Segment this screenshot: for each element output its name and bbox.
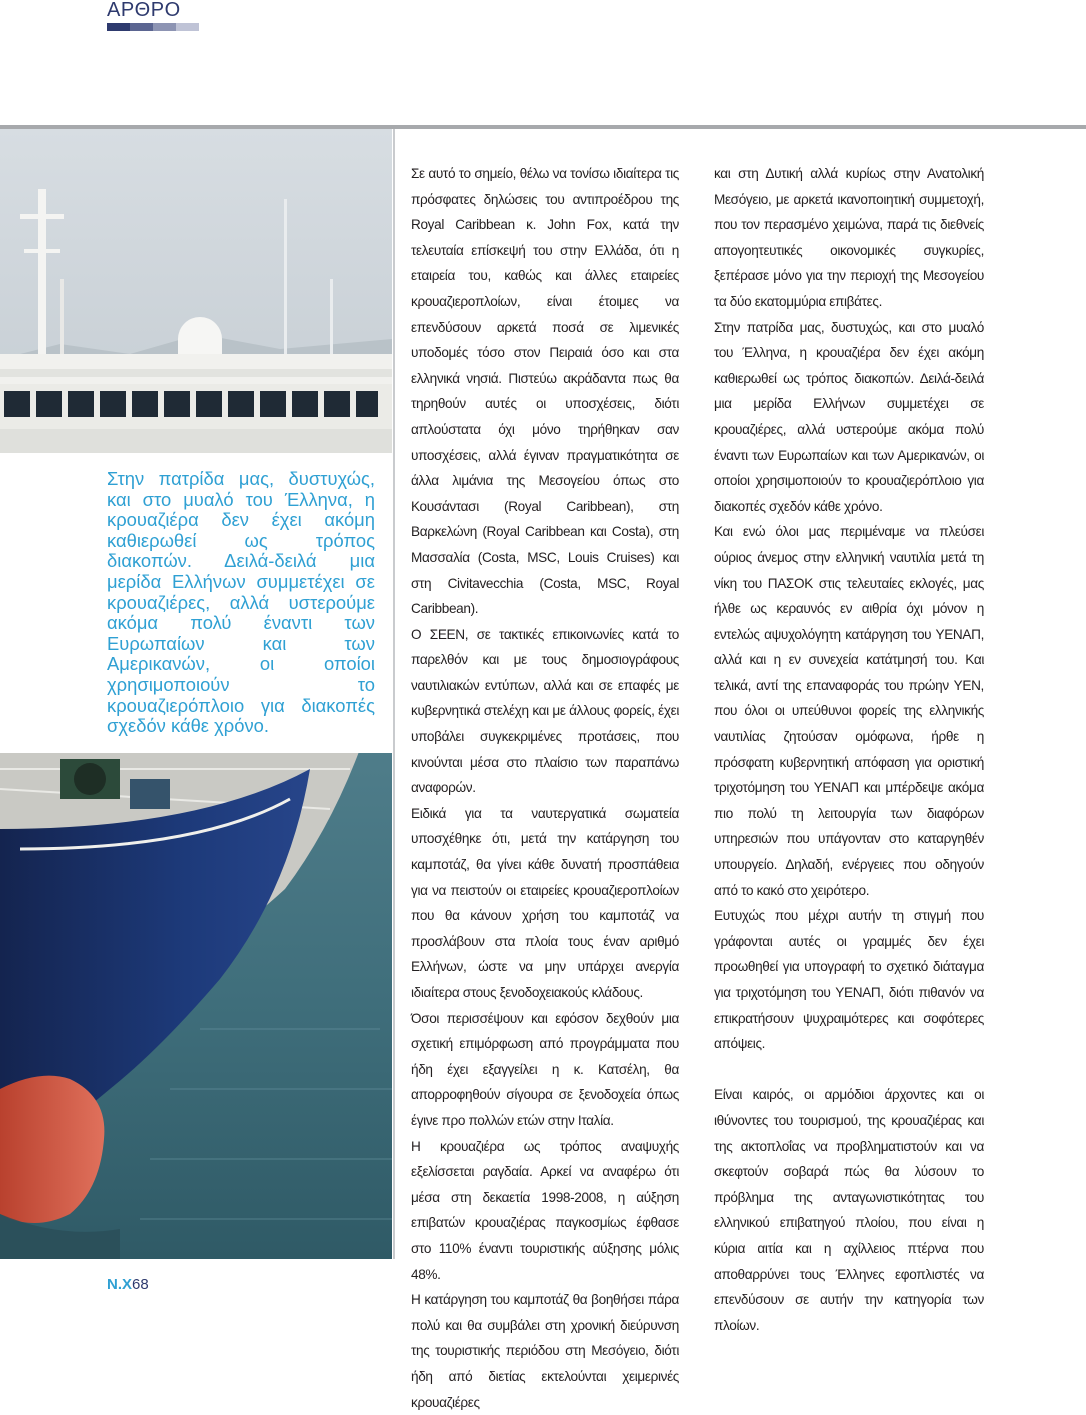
paragraph: Ο ΣΕΕΝ, σε τακτικές επικοινωνίες κατά το παρελθόν και με τους δημοσιογράφους ναυτιλιακών εντύπων, αλλά και σε επαφές με κυβερνητικά στελέχη και με άλλους φορείς, έχει υποβάλει συγκεκριμένες προτάσεις, που κινούνται μέσα στο πλαίσιο των παραπάνω αναφορών.	[411, 626, 679, 796]
paragraph: Και ενώ όλοι μας περιμέναμε να πλεύσει ούριος άνεμος στην ελληνική ναυτιλία μετά τη νίκη του ΠΑΣΟΚ στις τελευταίες εκλογές, μας ήλθε ως κεραυνός εν αιθρία όχι μόνον η εντελώς αψυχολόγητη κατάργηση του ΥΕΝΑΠ, αλλά και η εν συνεχεία κατάτμησή του. Και τελικά, αντί της επαναφοράς του πρώην ΥΕΝ, που όλοι οι υπεύθυνοι φορείς της ελληνικής ναυτιλίας ζητούσαν ομόφωνα, ήρθε η πρόσφατη κυβερνητική απόφαση για οριστική τριχοτόμηση του ΥΕΝΑΠ και μπέρδεψε ακόμα πιο πολύ τη λειτουργία των διαφόρων υπηρεσιών που υπάγονταν στο καταργηθέν υπουργείο. Δηλαδή, ενέργειες που οδηγούν από το κακό στο χειρότερο.	[714, 524, 984, 898]
pullquote-text: Στην πατρίδα μας, δυστυχώς, και στο μυαλό του Έλληνα, η κρουαζιέρα δεν έχει ακόμη καθιερωθεί ως τρόπος διακοπών. Δειλά-δειλά μια μερίδα Ελλήνων συμμετέχει σε κρουαζιέρες, αλλά υστερούμε ακόμα πολύ έναντι των Ευρωπαίων και των Αμερικανών, οι οποίοι χρησιμοποιούν το κρουαζιερόπλοιο για διακοπές σχεδόν κάθε χρόνο.	[107, 468, 375, 737]
bar-segment	[153, 23, 176, 31]
bar-segment	[176, 23, 199, 31]
bar-segment	[107, 23, 130, 31]
paragraph: Η κατάργηση του καμποτάζ θα βοηθήσει πάρα πολύ και θα συμβάλει στη χρονική διεύρυνση της τουριστικής περιόδου στη Μεσόγειο, διότι ήδη από διετίας εκτελούνται χειμερινές κρουαζιέρες	[411, 1292, 679, 1410]
magazine-initials: Ν.Χ	[107, 1276, 133, 1293]
page-number: 68	[132, 1276, 149, 1293]
article-column-2	[714, 161, 984, 1338]
paragraph: Σε αυτό το σημείο, θέλω να τονίσω ιδιαίτερα τις πρόσφατες δηλώσεις του αντιπροέδρου της Royal Caribbean κ. John Fox, κατά την τελευταία επίσκεψή του στην Ελλάδα, ότι η εταιρεία του, καθώς και άλλες εταιρείες κρουαζιερoπλοίων, είναι έτοιμες να επενδύσουν αρκετά ποσά σε λιμενικές υποδομές τόσο στον Πειραιά όσο και στα ελληνικά νησιά. Πιστεύω ακράδαντα πως θα τηρηθούν αυτές οι υποσχέσεις, διότι απλούστατα όχι μόνο τηρήθηκαν σαν υποσχέσεις, αλλά έγιναν πραγματικότητα σε άλλα λιμάνια της Μεσογείου όπως στο Κουσάντασι (Royal Caribbean), στη Βαρκελώνη (Royal Caribbean και Costa), στη Μασσαλία (Costa, MSC, Louis Cruises) και στη Civitavecchia (Costa, MSC, Royal Caribbean).	[411, 166, 679, 617]
article-column-1	[411, 161, 679, 1415]
section-color-bar	[107, 23, 199, 31]
pullquote	[107, 469, 375, 737]
bar-segment	[130, 23, 153, 31]
image-divider	[393, 129, 395, 1259]
paragraph: Η κρουαζιέρα ως τρόπος αναψυχής εξελίσσεται ραγδαία. Αρκεί να αναφέρω ότι μέσα στη δεκαετία 1998-2008, η αύξηση επιβατών κρουαζιέρας παγκοσμίως έφθασε στο 110% έναντι τουριστικής αύξησης μόλις 48%.	[411, 1138, 679, 1282]
paragraph: και στη Δυτική αλλά κυρίως στην Ανατολική Μεσόγειο, με αρκετά ικανοποιητική συμμετοχή, που τον περασμένο χειμώνα, παρά τις διεθνείς απογοητευτικές οικονομικές συγκυρίες, ξεπέρασε μόνο για την περιοχή της Μεσογείου τα δύο εκατομμύρια επιβάτες.	[714, 166, 984, 309]
paragraph: Είναι καιρός, οι αρμόδιοι άρχοντες και οι ιθύνοντες του τουρισμού, της κρουαζιέρας και της ακτοπλοΐας να προβληματιστούν και να σκεφτούν σοβαρά πώς θα λύσουν το πρόβλημα της ανταγωνιστικότητας του ελληνικού επιβατηγού πλοίου, που είναι η κύρια αιτία και η αχίλλειος πτέρνα που αποθαρρύνει τους Έλληνες εφοπλιστές να επενδύσουν σε αυτήν την κατηγορία των πλοίων.	[714, 1087, 984, 1333]
paragraph: Ειδικά για τα ναυτεργατικά σωματεία υποσχέθηκε ότι, μετά την κατάργηση του καμποτάζ, θα γίνει κάθε δυνατή προσπάθεια για να πειστούν οι εταιρείες κρουαζιερoπλοίων που θα κάνουν χρήση του καμποτάζ να προσλάβουν στα πλοία τους έναν αριθμό Ελλήνων, ώστε να μην υπάρχει ανεργία ιδιαίτερα στους ξενοδοχειακούς κλάδους.	[411, 805, 679, 1000]
paragraph-gap	[714, 1057, 984, 1083]
paragraph: Ευτυχώς που μέχρι αυτήν τη στιγμή που γράφονται αυτές οι γραμμές δεν έχει προωθηθεί για υπογραφή το σχετικό διάταγμα για τριχοτόμηση του ΥΕΝΑΠ, διότι πιθανόν να επικρατήσουν ψυχραιμότερες και σοφότερες απόψεις.	[714, 908, 984, 1052]
paragraph: Στην πατρίδα μας, δυστυχώς, και στο μυαλό του Έλληνα, η κρουαζιέρα δεν έχει ακόμη καθιερωθεί ως τρόπος διακοπών. Δειλά-δειλά μια μερίδα Ελλήνων συμμετέχει σε κρουαζιέρες, αλλά υστερούμε ακόμα πολύ έναντι των Ευρωπαίων και των Αμερικανών, οι οποίοι χρησιμοποιούν το κρουαζιερόπλοιο για διακοπές σχεδόν κάθε χρόνο.	[714, 319, 984, 514]
section-label: ΑΡΘΡΟ	[107, 0, 181, 21]
paragraph: Όσοι περισσέψουν και εφόσον δεχθούν μια σχετική επιμόρφωση από προγράμματα που ήδη έχει εξαγγείλει η κ. Κατσέλη, θα απορροφηθούν σίγουρα σε ξενοδοχεία όπως έγινε προ πολλών ετών στην Ιταλία.	[411, 1010, 679, 1128]
